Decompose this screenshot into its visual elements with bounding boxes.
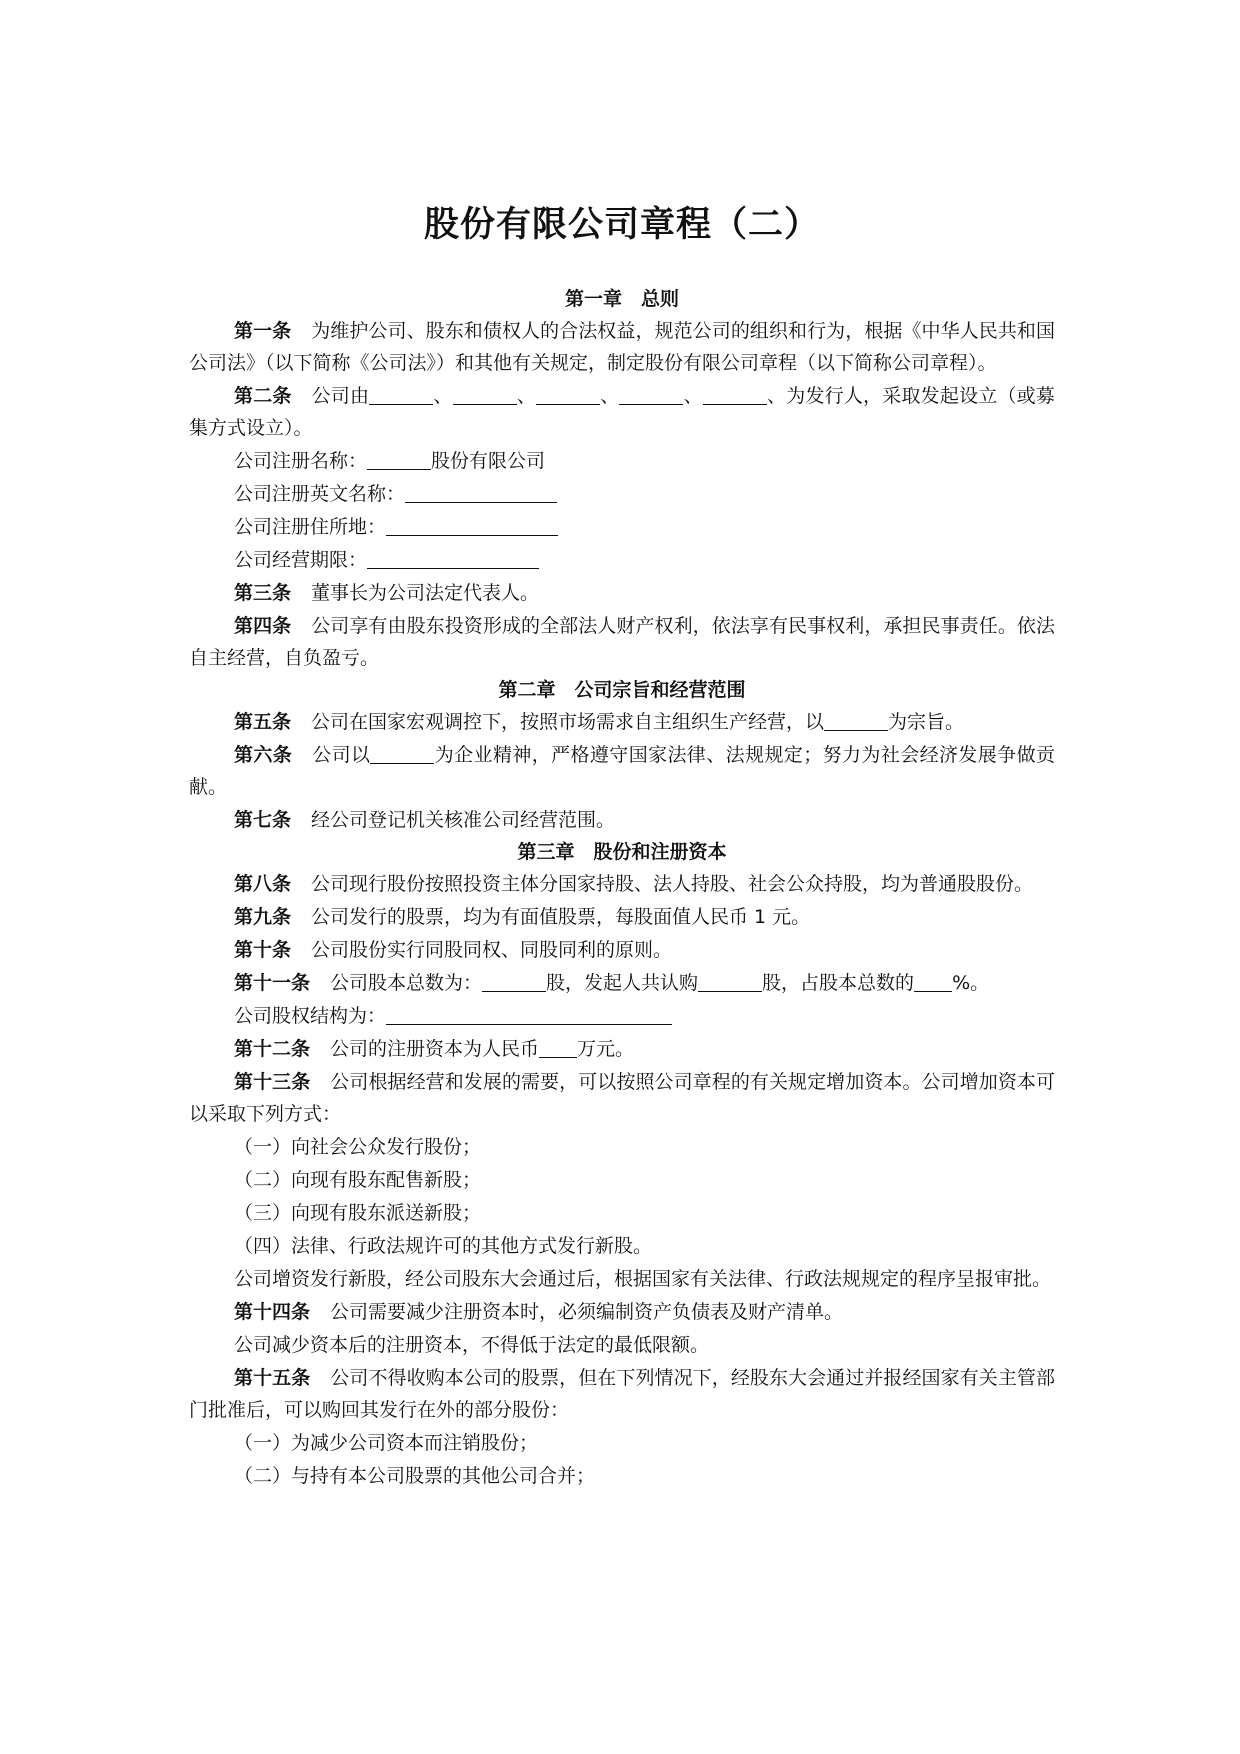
- purpose-blank[interactable]: [824, 710, 888, 731]
- article-13-note: 公司增资发行新股，经公司股东大会通过后，根据国家有关法律、行政法规规定的程序呈报审批。: [234, 1268, 1052, 1290]
- article-text: 公司需要减少注册资本时，必须编制资产负债表及财产清单。: [330, 1301, 844, 1323]
- article-3: [189, 577, 1055, 609]
- list-item: （二）向现有股东配售新股；: [234, 1169, 482, 1191]
- article-2: [189, 380, 1055, 444]
- article-10: [189, 934, 1055, 966]
- article-text: 董事长为公司法定代表人。: [311, 582, 540, 604]
- article-text: 公司以: [312, 744, 371, 766]
- article-number: 第二条: [234, 385, 292, 407]
- article-text: 股，占股本总数的: [762, 972, 915, 994]
- percentage-blank[interactable]: [914, 971, 952, 992]
- article-text: 公司的注册资本为人民币: [330, 1038, 540, 1060]
- article-text: 为发行人，采取发起设立（或募集方式设立）。: [189, 385, 1055, 439]
- chapter-heading: 第三章 股份和注册资本: [517, 841, 727, 863]
- spirit-blank[interactable]: [370, 743, 434, 764]
- article-7: [189, 804, 1055, 836]
- registered-english-name-line: [189, 478, 1055, 510]
- article-number: 第十三条: [234, 1071, 311, 1093]
- article-text: 公司股份实行同股同权、同股同利的原则。: [311, 939, 673, 961]
- capital-blank[interactable]: [539, 1037, 577, 1058]
- promoter-shares-blank[interactable]: [698, 971, 762, 992]
- equity-structure-blank[interactable]: [386, 1004, 672, 1025]
- article-number: 第十条: [234, 939, 292, 961]
- article-text: 万元。: [577, 1038, 635, 1060]
- field-label: 公司注册名称：: [234, 450, 368, 472]
- article-number: 第五条: [234, 711, 292, 733]
- article-text: 公司由: [311, 385, 370, 407]
- article-11: [189, 967, 1055, 999]
- article-text: 股，发起人共认购: [546, 972, 699, 994]
- article-number: 第十二条: [234, 1038, 311, 1060]
- separator: 、: [433, 385, 453, 407]
- separator: 、: [766, 385, 787, 407]
- article-5: [189, 706, 1055, 738]
- list-item: （二）与持有本公司股票的其他公司合并；: [234, 1465, 596, 1487]
- fill-blank[interactable]: [369, 384, 433, 405]
- article-number: 第三条: [234, 582, 292, 604]
- article-number: 第一条: [234, 320, 292, 342]
- chapter-heading: 第一章 总则: [564, 288, 679, 310]
- separator: 、: [600, 385, 620, 407]
- article-number: 第四条: [234, 615, 292, 637]
- article-8: [189, 868, 1055, 900]
- article-text: 为维护公司、股东和债权人的合法权益，规范公司的组织和行为，根据《中华人民共和国公司法》（以下简称《公司法》）和其他有关规定，制定股份有限公司章程（以下简称公司章程）。: [189, 320, 1055, 374]
- field-label: 公司注册住所地：: [234, 516, 387, 538]
- separator: 、: [516, 385, 537, 407]
- article-text: %。: [952, 972, 990, 994]
- article-number: 第十一条: [234, 972, 311, 994]
- article-number: 第六条: [234, 744, 293, 766]
- article-number: 第八条: [234, 873, 292, 895]
- list-item: （三）向现有股东派送新股；: [234, 1202, 482, 1224]
- fill-blank[interactable]: [453, 384, 517, 405]
- article-6: [189, 739, 1055, 803]
- article-14: [189, 1296, 1055, 1328]
- article-14-note: 公司减少资本后的注册资本，不得低于法定的最低限额。: [234, 1334, 710, 1356]
- article-text: 为宗旨。: [888, 711, 965, 733]
- article-number: 第七条: [234, 809, 292, 831]
- english-name-blank[interactable]: [405, 482, 557, 503]
- field-label: 公司经营期限：: [234, 549, 368, 571]
- article-4: [189, 610, 1055, 674]
- article-text: 公司股本总数为：: [330, 972, 483, 994]
- fill-blank[interactable]: [536, 384, 600, 405]
- total-shares-blank[interactable]: [482, 971, 546, 992]
- article-number: 第九条: [234, 906, 292, 928]
- article-1: [189, 315, 1055, 379]
- article-15: [189, 1362, 1055, 1426]
- article-text: 公司现行股份按照投资主体分国家持股、法人持股、社会公众持股，均为普通股股份。: [311, 873, 1034, 895]
- fill-blank[interactable]: [619, 384, 683, 405]
- article-12: [189, 1033, 1055, 1065]
- chapter-heading: 第二章 公司宗旨和经营范围: [498, 679, 746, 701]
- article-13: [189, 1066, 1055, 1130]
- registered-name-blank[interactable]: [367, 449, 431, 470]
- registered-name-line: [189, 445, 1055, 477]
- field-label: 公司股权结构为：: [234, 1005, 387, 1027]
- article-9: [189, 901, 1055, 933]
- list-item: （四）法律、行政法规许可的其他方式发行新股。: [234, 1235, 653, 1257]
- article-text: 公司享有由股东投资形成的全部法人财产权利，依法享有民事权利，承担民事责任。依法自主经营，自负盈亏。: [189, 615, 1055, 669]
- address-blank[interactable]: [386, 515, 558, 536]
- article-text: 为企业精神，严格遵守国家法律、法规规定；努力为社会经济发展争做贡献。: [189, 744, 1055, 798]
- business-term-line: [189, 544, 1055, 576]
- list-item: （一）向社会公众发行股份；: [234, 1136, 482, 1158]
- article-text: 公司在国家宏观调控下，按照市场需求自主组织生产经营，以: [311, 711, 825, 733]
- equity-structure-line: [189, 1000, 1055, 1032]
- article-text: 公司根据经营和发展的需要，可以按照公司章程的有关规定增加资本。公司增加资本可以采取下列方式：: [189, 1071, 1055, 1125]
- separator: 、: [683, 385, 703, 407]
- document-title: 股份有限公司章程（二）: [423, 205, 820, 245]
- registered-address-line: [189, 511, 1055, 543]
- article-text: 公司发行的股票，均为有面值股票，每股面值人民币 1 元。: [311, 906, 811, 928]
- field-suffix: 股份有限公司: [431, 450, 546, 472]
- article-text: 经公司登记机关核准公司经营范围。: [311, 809, 616, 831]
- term-blank[interactable]: [367, 548, 539, 569]
- article-number: 第十四条: [234, 1301, 311, 1323]
- article-number: 第十五条: [234, 1367, 311, 1389]
- list-item: （一）为减少公司资本而注销股份；: [234, 1432, 539, 1454]
- article-text: 公司不得收购本公司的股票，但在下列情况下，经股东大会通过并报经国家有关主管部门批准后，可以购回其发行在外的部分股份：: [189, 1367, 1055, 1421]
- fill-blank[interactable]: [703, 384, 767, 405]
- document-body: [189, 200, 1055, 1492]
- field-label: 公司注册英文名称：: [234, 483, 406, 505]
